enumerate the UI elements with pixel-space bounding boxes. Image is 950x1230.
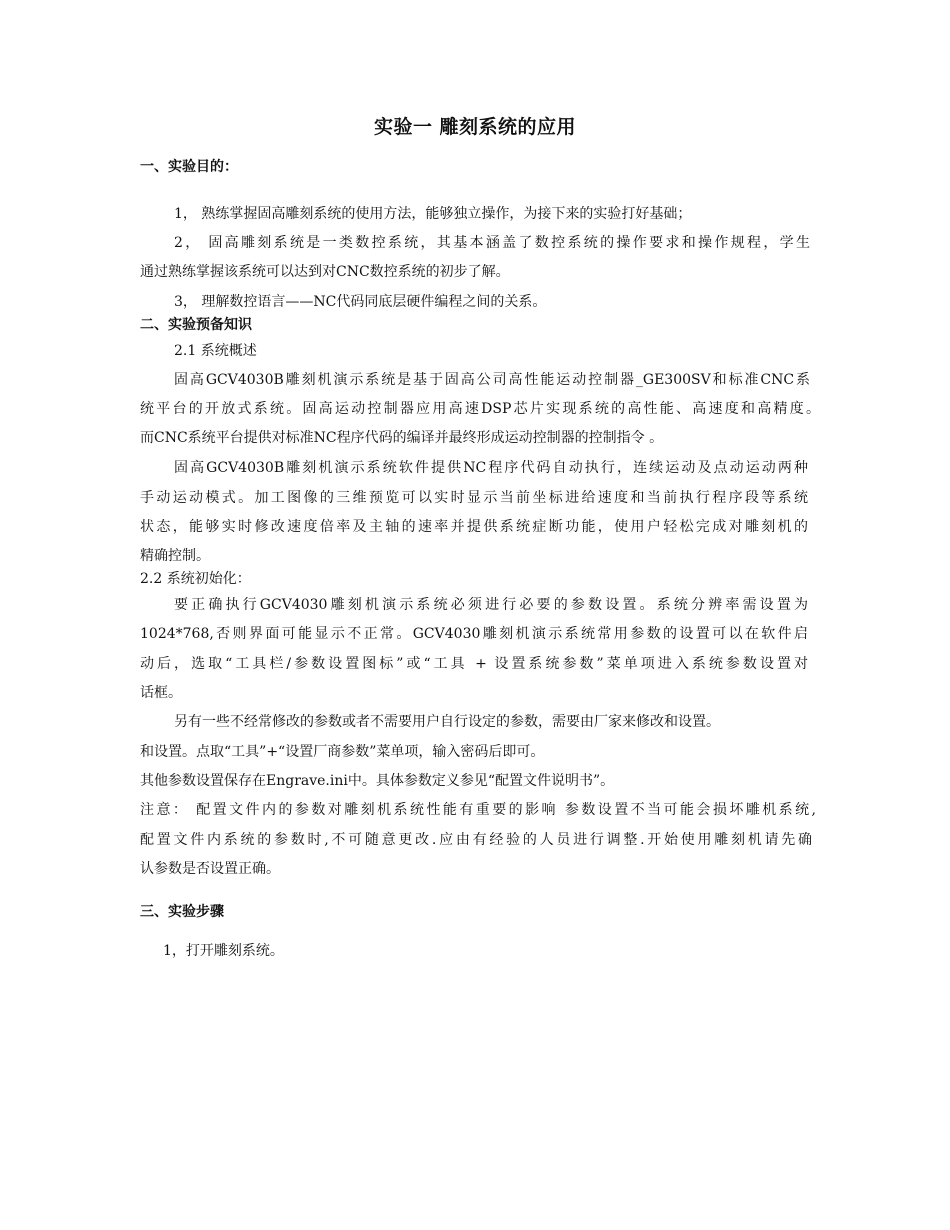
page-title: 实验一 雕刻系统的应用 <box>373 116 577 138</box>
section-heading-steps: 三、实验步骤 <box>140 904 224 920</box>
overview-p2-line-1: 固高GCV4030B雕刻机演示系统软件提供NC程序代码自动执行，连续运动及点动运动两种 <box>174 460 808 476</box>
purpose-item-2-line-2: 通过熟练掌握该系统可以达到对CNC数控系统的初步了解。 <box>140 264 510 280</box>
section-heading-prerequisites: 二、实验预备知识 <box>140 317 252 333</box>
init-p4-line-3: 其他参数设置保存在Engrave.ini中。具体参数定义参见“配置文件说明书”。 <box>140 773 615 789</box>
overview-p2-line-3: 状态，能够实时修改速度倍率及主轴的速率并提供系统症断功能，使用户轻松完成对雕刻机的 <box>140 519 808 535</box>
step-1: 1，打开雕刻系统。 <box>163 943 284 959</box>
init-p3-line-4: 话框。 <box>140 685 182 701</box>
overview-p1-line-1: 固高GCV4030B雕刻机演示系统是基于固高公司高性能运动控制器_GE300SV和标准CNC系 <box>174 372 810 388</box>
init-p4-line-2: 和设置。点取“工具”+“设置厂商参数”菜单项，输入密码后即可。 <box>140 744 545 760</box>
overview-p1-line-2: 统平台的开放式系统。固高运动控制器应用高速DSP芯片实现系统的高性能、高速度和高精度。 <box>140 401 820 417</box>
overview-p2-line-2: 手动运动模式。加工图像的三维预览可以实时显示当前坐标进给速度和当前执行程序段等系统 <box>140 490 808 506</box>
note-line-2: 配置文件内系统的参数时,不可随意更改.应由有经验的人员进行调整.开始使用雕刻机请先确 <box>140 832 812 848</box>
note-line-3: 认参数是否设置正确。 <box>140 861 280 877</box>
subsection-2-2-title: 2.2 系统初始化： <box>140 571 251 587</box>
section-heading-purpose: 一、实验目的： <box>140 159 238 175</box>
purpose-item-3: 3， 理解数控语言——NC代码同底层硬件编程之间的关系。 <box>174 294 547 310</box>
init-p4-line-1: 另有一些不经常修改的参数或者不需要用户自行设定的参数，需要由厂家来修改和设置。 <box>174 714 720 730</box>
note-line-1: 注意： 配置文件内的参数对雕刻机系统性能有重要的影响 参数设置不当可能会损坏雕机系统, <box>140 802 816 818</box>
init-p3-line-3: 动后，选取“工具栏/参数设置图标”或“工具 + 设置系统参数”菜单项进入系统参数设置对 <box>140 656 808 672</box>
init-p3-line-1: 要正确执行GCV4030雕刻机演示系统必须进行必要的参数设置。系统分辨率需设置为 <box>174 597 808 613</box>
subsection-2-1-title: 2.1 系统概述 <box>174 343 257 359</box>
purpose-item-2-line-1: 2， 固高雕刻系统是一类数控系统，其基本涵盖了数控系统的操作要求和操作规程，学生 <box>174 235 810 251</box>
overview-p2-line-4: 精确控制。 <box>140 548 210 564</box>
purpose-item-1: 1， 熟练掌握固高雕刻系统的使用方法，能够独立操作，为接下来的实验打好基础； <box>174 206 692 222</box>
overview-p1-line-3: 而CNC系统平台提供对标准NC程序代码的编译并最终形成运动控制器的控制指令 。 <box>140 430 664 446</box>
init-p3-line-2: 1024*768,否则界面可能显示不正常。GCV4030雕刻机演示系统常用参数的设置可以在软件启 <box>140 626 808 642</box>
